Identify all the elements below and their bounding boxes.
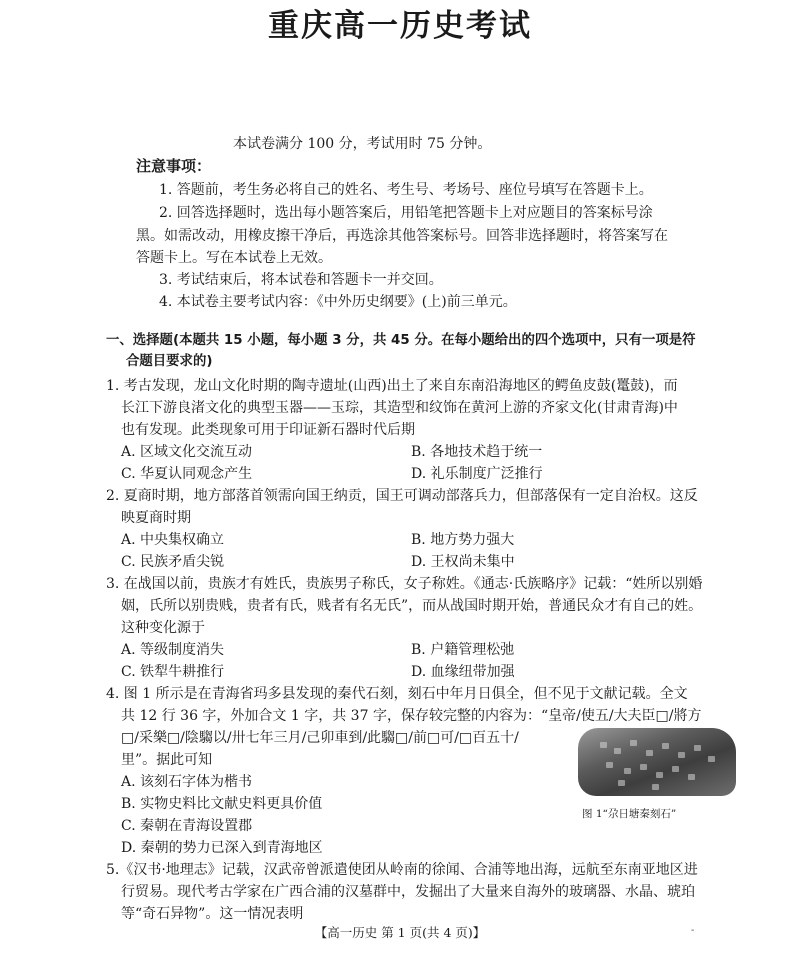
question-1-text: 1. 考古发现，龙山文化时期的陶寺遗址(山西)出土了来自东南沿海地区的鳄鱼皮鼓(鼍鼓)，而 — [106, 378, 678, 394]
question-4-option-b[interactable]: B. 实物史料比文献史料更具价值 — [121, 796, 323, 812]
page-footer: 【高一历史 第 1 页(共 4 页)】 — [314, 925, 486, 940]
question-3-option-d[interactable]: D. 血缘纽带加强 — [411, 664, 515, 680]
exam-subtitle: 本试卷满分 100 分，考试用时 75 分钟。 — [233, 136, 492, 152]
question-2-text: 映夏商时期 — [121, 510, 191, 526]
question-1-option-a[interactable]: A. 区域文化交流互动 — [121, 444, 253, 460]
question-3-text: 这种变化源于 — [121, 620, 205, 636]
notice-item: 答题卡上。写在本试卷上无效。 — [136, 250, 332, 266]
question-4-text: 4. 图 1 所示是在青海省玛多县发现的秦代石刻，刻石中年月日俱全，但不见于文献记载。全文 — [106, 686, 688, 702]
question-1-text: 也有发现。此类现象可用于印证新石器时代后期 — [121, 422, 415, 438]
question-1-text: 长江下游良渚文化的典型玉器——玉琮，其造型和纹饰在黄河上游的齐家文化(甘肃青海)中 — [121, 400, 678, 416]
question-3-option-b[interactable]: B. 户籍管理松弛 — [411, 642, 515, 658]
question-1-option-b[interactable]: B. 各地技术趋于统一 — [411, 444, 543, 460]
exam-title: 重庆高一历史考试 — [268, 8, 532, 44]
section-heading-cont: 合题目要求的) — [126, 354, 213, 369]
question-4-text: 共 12 行 36 字，外加合文 1 字，共 37 字，保存较完整的内容为：“皇帝/使五/大夫臣□/將方 — [121, 708, 702, 724]
question-5-text: 行贸易。现代考古学家在广西合浦的汉墓群中，发掘出了大量来自海外的玻璃器、水晶、琥珀 — [121, 884, 695, 900]
question-4-text: □/采樂□/陰騶以/卅七年三月/己卯車到/此騶□/前□可/□百五十/ — [121, 730, 519, 746]
question-2-option-b[interactable]: B. 地方势力强大 — [411, 532, 515, 548]
question-3-text: 3. 在战国以前，贵族才有姓氏，贵族男子称氏，女子称姓。《通志·氏族略序》记载：“姓所以别婚 — [106, 576, 703, 592]
notice-heading: 注意事项： — [136, 157, 212, 175]
question-4-option-d[interactable]: D. 秦朝的势力已深入到青海地区 — [121, 840, 323, 856]
question-3-option-a[interactable]: A. 等级制度消失 — [121, 642, 225, 658]
stone-carving-figure — [578, 728, 736, 796]
question-2-option-c[interactable]: C. 民族矛盾尖锐 — [121, 554, 225, 570]
question-1-option-d[interactable]: D. 礼乐制度广泛推行 — [411, 466, 543, 482]
notice-item: 黑。如需改动，用橡皮擦干净后，再选涂其他答案标号。回答非选择题时，将答案写在 — [136, 228, 668, 244]
question-4-text: 里”。据此可知 — [121, 752, 213, 768]
corner-mark: - — [691, 925, 695, 936]
notice-item: 1. 答题前，考生务必将自己的姓名、考生号、考场号、座位号填写在答题卡上。 — [159, 182, 653, 198]
section-heading: 一、选择题(本题共 15 小题，每小题 3 分，共 45 分。在每小题给出的四个选项中，只有一项是符 — [106, 333, 696, 348]
figure-caption: 图 1“尕日塘秦刻石” — [582, 808, 677, 820]
question-5-text: 等“奇石异物”。这一情况表明 — [121, 906, 304, 922]
question-4-option-a[interactable]: A. 该刻石字体为楷书 — [121, 774, 253, 790]
question-2-text: 2. 夏商时期，地方部落首领需向国王纳贡，国王可调动部落兵力，但部落保有一定自治权。这反 — [106, 488, 698, 504]
notice-item: 4. 本试卷主要考试内容：《中外历史纲要》(上)前三单元。 — [159, 294, 517, 310]
question-5-text: 5.《汉书·地理志》记载，汉武帝曾派遣使团从岭南的徐闻、合浦等地出海，远航至东南亚地区进 — [106, 862, 698, 878]
question-2-option-d[interactable]: D. 王权尚未集中 — [411, 554, 515, 570]
question-3-text: 姻，氏所以别贵贱，贵者有氏，贱者有名无氏”，而从战国时期开始，普通民众才有自己的姓。 — [121, 598, 703, 614]
notice-item: 3. 考试结束后，将本试卷和答题卡一并交回。 — [159, 272, 443, 288]
question-1-option-c[interactable]: C. 华夏认同观念产生 — [121, 466, 253, 482]
notice-item: 2. 回答选择题时，选出每小题答案后，用铅笔把答题卡上对应题目的答案标号涂 — [159, 205, 653, 221]
question-2-option-a[interactable]: A. 中央集权确立 — [121, 532, 225, 548]
question-3-option-c[interactable]: C. 铁犁牛耕推行 — [121, 664, 225, 680]
question-4-option-c[interactable]: C. 秦朝在青海设置郡 — [121, 818, 253, 834]
